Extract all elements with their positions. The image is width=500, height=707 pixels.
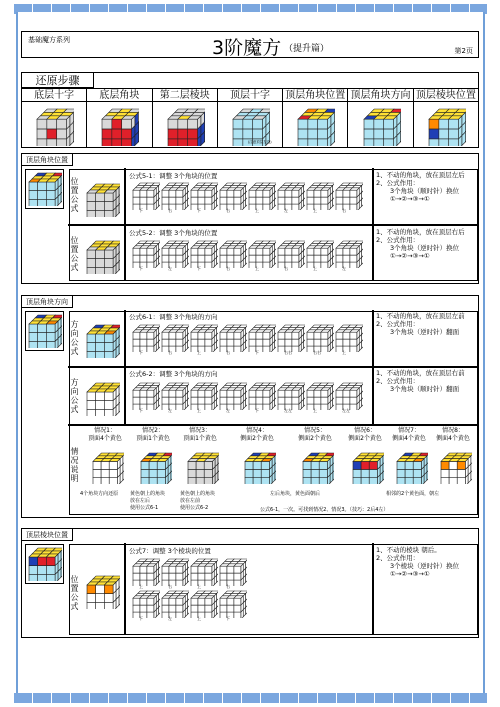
case-name: 情况7： [398, 427, 420, 434]
move-step [159, 322, 187, 356]
cube-icon [185, 450, 219, 488]
step-column [153, 88, 218, 147]
case-note: 黄色朝上的角块 放在左前 使用公式6-2 [180, 491, 216, 511]
desc-line: 1、不动的棱块 朝后。 [376, 546, 441, 554]
page-number: 第2页 [454, 47, 473, 55]
case-name: 情况8： [442, 427, 464, 434]
formula-5-2: 公式5-2：调整 3个角块的位置 [129, 229, 218, 237]
state-cube [84, 322, 120, 362]
move-step [130, 588, 158, 622]
page-subtitle: （提升篇） [284, 44, 330, 54]
case-label [234, 427, 280, 442]
move-step [275, 238, 303, 272]
move-label: 上 [197, 408, 201, 413]
formula-vlabel [70, 236, 79, 272]
formula-6-1: 公式6-1：调整 3个角块的方向 [129, 313, 218, 321]
move-label: 下 [139, 208, 143, 213]
state-cube [84, 181, 120, 221]
move-step [159, 380, 187, 414]
cube-icon [159, 556, 189, 590]
move-label: 右 [226, 266, 230, 271]
case-label [82, 427, 128, 442]
step-column [218, 88, 283, 147]
move-step [304, 238, 332, 272]
move-label: 右 [226, 208, 230, 213]
cube-icon [242, 450, 276, 488]
desc-line: 3个角块（顺时针）翻面 [390, 385, 460, 393]
desc-5-1 [376, 171, 465, 203]
move-step [188, 588, 216, 622]
case-label [177, 427, 223, 442]
move-label: 上 [313, 208, 317, 213]
desc-line: 2、公式作用： [376, 377, 420, 385]
divider [124, 543, 126, 634]
cube-icon [246, 238, 276, 272]
formula-vlabel [70, 575, 79, 611]
cube-icon [304, 380, 334, 414]
cube-icon [165, 106, 205, 150]
cube-icon [295, 106, 335, 150]
cube-icon [26, 545, 62, 585]
cube-icon [26, 312, 62, 352]
move-step [246, 238, 274, 272]
move-label: 下 [197, 208, 201, 213]
divider [68, 424, 478, 426]
move-step [188, 380, 216, 414]
case-name: 情况6： [354, 427, 376, 434]
cube-icon [159, 380, 189, 414]
cube-icon [246, 322, 276, 356]
page-title: 3阶魔方 [212, 37, 282, 59]
case-name: 情况1： [94, 427, 116, 434]
move-step [159, 238, 187, 272]
cube-icon [350, 450, 384, 488]
cube-icon [217, 588, 247, 622]
divider [372, 543, 374, 634]
desc-line: 3个棱块（逆时针）换位 [390, 562, 460, 570]
section-tag: 顶层角块方向 [22, 296, 73, 308]
move-label: 下 [255, 350, 259, 355]
desc-line: ①→②→③→① [390, 195, 430, 203]
cube-icon [130, 322, 160, 356]
move-step [275, 380, 303, 414]
cube-icon [84, 238, 120, 278]
formula-6-2: 公式6-2：调整 3个角块的方向 [129, 370, 218, 378]
cube-icon [188, 380, 218, 414]
move-label: 右 [284, 266, 288, 271]
step-label: 第二层棱块 [153, 88, 217, 102]
cube-icon [333, 180, 363, 214]
cube-icon [138, 450, 172, 488]
move-step [130, 238, 158, 272]
move-step [217, 556, 245, 590]
move-step [217, 380, 245, 414]
section-cube-box [25, 169, 64, 209]
cube-icon [188, 238, 218, 272]
desc-line: ①→②→③→① [390, 570, 430, 578]
case-desc: 顶面4个黄色 [88, 434, 122, 442]
cube-icon [275, 180, 305, 214]
case-label [342, 427, 388, 442]
move-label: 左 [284, 208, 288, 213]
move-label: 右 [168, 208, 172, 213]
cube-icon [217, 180, 247, 214]
cube-icon [217, 556, 247, 590]
case-name: 情况5： [304, 427, 326, 434]
step-label: 顶层棱块位置 [414, 88, 478, 102]
section-cube-box [25, 544, 64, 584]
desc-line: 2、公式作用： [376, 554, 420, 562]
cube-icon [246, 380, 276, 414]
step-column [414, 88, 478, 147]
step-column [22, 88, 87, 147]
case-note: 4个角块方向还原 [80, 491, 119, 497]
case-desc: 侧面4个黄色 [392, 434, 426, 442]
cube-icon [130, 380, 160, 414]
move-step [130, 556, 158, 590]
cube-icon [99, 106, 139, 150]
step-note: (注意顶层左边) [247, 140, 272, 144]
cube-icon [217, 322, 247, 356]
move-step [188, 556, 216, 590]
desc-7 [376, 546, 459, 578]
divider [68, 366, 478, 368]
case-note: 相邻的2个黄色面，朝左 [386, 491, 440, 497]
desc-5-2 [376, 228, 465, 260]
move-label: 上 [342, 350, 346, 355]
move-step [159, 180, 187, 214]
step-column [283, 88, 348, 147]
cube-icon [90, 450, 124, 488]
state-cube [84, 573, 120, 613]
move-step [188, 238, 216, 272]
steps-columns [22, 88, 478, 147]
desc-line: 1、不动的角块，放在顶层左后 [376, 171, 465, 179]
steps-heading: 还原步骤 [22, 73, 94, 88]
move-label: 左左 [284, 408, 292, 413]
case-label [430, 427, 476, 442]
move-label: 下 [139, 266, 143, 271]
desc-line: 1、不动的角块，放在顶层右前 [376, 369, 465, 377]
move-label: 上 [197, 350, 201, 355]
desc-line: 1、不动的角块，放在顶层右后 [376, 228, 465, 236]
cube-icon [333, 322, 363, 356]
state-cube [84, 380, 120, 420]
step-label: 顶层角块位置 [283, 88, 347, 102]
move-label: 右右 [313, 350, 321, 355]
move-step [217, 238, 245, 272]
case-desc: 顶面1个黄色 [183, 434, 217, 442]
move-step [275, 180, 303, 214]
move-label: 下 [226, 616, 230, 621]
move-step [333, 180, 361, 214]
vlabel-text: 方向公式 [70, 320, 79, 356]
move-step [217, 322, 245, 356]
move-label: 右 [342, 208, 346, 213]
move-step [304, 180, 332, 214]
cube-icon [217, 380, 247, 414]
move-step [159, 588, 187, 622]
cube-icon [34, 106, 74, 150]
formula-7: 公式7：调整 3个棱块的位置 [129, 547, 211, 555]
case-desc: 侧面2个黄色 [348, 434, 382, 442]
state-cube [84, 238, 120, 278]
move-step [188, 180, 216, 214]
cube-icon [361, 106, 401, 150]
move-step [217, 180, 245, 214]
cube-icon [188, 556, 218, 590]
case-label [386, 427, 432, 442]
cube-icon [159, 180, 189, 214]
move-step [130, 380, 158, 414]
move-label: 左左 [342, 408, 350, 413]
vlabel-text: 位置公式 [70, 236, 79, 272]
move-label: 上 [139, 584, 143, 589]
step-column [87, 88, 152, 147]
section-cube-box [25, 311, 64, 351]
cube-icon [426, 106, 466, 150]
cube-icon [333, 238, 363, 272]
desc-6-2 [376, 369, 465, 393]
case-label [130, 427, 176, 442]
vlabel-text: 位置公式 [70, 575, 79, 611]
move-step [188, 322, 216, 356]
cube-icon [394, 450, 428, 488]
cube-icon [130, 556, 160, 590]
case-note: 黄色朝上的角块 放在左后 使用公式6-1 [130, 491, 166, 511]
move-step [333, 238, 361, 272]
cube-icon [84, 322, 120, 362]
move-step [130, 180, 158, 214]
cube-icon [275, 238, 305, 272]
cube-icon [188, 588, 218, 622]
cube-icon [130, 238, 160, 272]
formula-5-1: 公式5-1：调整 3个角块的位置 [129, 172, 218, 180]
move-label: 上 [197, 584, 201, 589]
cube-icon [26, 170, 62, 210]
bottom-decor-band [14, 693, 487, 703]
move-step [333, 322, 361, 356]
desc-6-1 [376, 312, 465, 336]
move-label: 上 [255, 266, 259, 271]
move-label: 上 [197, 616, 201, 621]
cube-icon [159, 588, 189, 622]
move-label: 右右 [284, 350, 292, 355]
cube-icon [304, 238, 334, 272]
cube-icon [300, 450, 334, 488]
case-desc: 侧面2个黄色 [240, 434, 274, 442]
divider [68, 168, 478, 169]
desc-line: 3个角块（逆时针）换位 [390, 244, 460, 252]
vlabel-text: 位置公式 [70, 177, 79, 213]
move-step [246, 380, 274, 414]
move-step [217, 588, 245, 622]
desc-line: 1、不动的角块，放在顶层左前 [376, 312, 465, 320]
case-bottom-note: 公式6-1，一次。可找到情况2、情况3。（技巧：2后4左） [260, 507, 389, 513]
move-label: 上 [313, 408, 317, 413]
step-label: 顶层十字 [218, 88, 282, 102]
desc-line: 3个角块（顺时针）换位 [390, 187, 460, 195]
divider [68, 224, 478, 226]
cube-icon [188, 180, 218, 214]
steps-table [21, 72, 479, 148]
page-header [21, 31, 479, 58]
formula-vlabel [70, 378, 79, 414]
move-step [304, 380, 332, 414]
cube-icon [130, 588, 160, 622]
desc-line: 3个角块（逆时针）翻面 [390, 328, 460, 336]
case-name: 情况4： [246, 427, 268, 434]
case-note: 左后角块，黄色面朝后 [270, 491, 321, 497]
move-label: 下 [197, 266, 201, 271]
cube-icon [304, 180, 334, 214]
move-label: 左 [168, 408, 172, 413]
desc-line: 2、公式作用： [376, 236, 420, 244]
cube-icon [246, 180, 276, 214]
step-label: 底层角块 [87, 88, 151, 102]
move-label: 左 [168, 616, 172, 621]
move-label: 下 [139, 350, 143, 355]
vlabel-text: 方向公式 [70, 378, 79, 414]
move-label: 右 [226, 584, 230, 589]
desc-line: ①→②→③→① [390, 252, 430, 260]
section-tag: 顶层角块位置 [22, 154, 73, 166]
move-label: 右 [168, 584, 172, 589]
move-label: 左 [342, 266, 346, 271]
formula-vlabel [70, 320, 79, 356]
cube-icon [159, 322, 189, 356]
move-step [275, 322, 303, 356]
desc-line: 2、公式作用： [376, 179, 420, 187]
move-label: 左 [226, 408, 230, 413]
desc-line: 2、公式作用： [376, 320, 420, 328]
case-desc: 侧面2个黄色 [298, 434, 332, 442]
cube-icon [438, 450, 472, 488]
move-step [246, 180, 274, 214]
cube-icon [130, 180, 160, 214]
vlabel-text: 情况说明 [70, 447, 79, 483]
formula-vlabel [70, 177, 79, 213]
cube-icon [188, 322, 218, 356]
case-desc: 顶面1个黄色 [136, 434, 170, 442]
step-column [348, 88, 413, 147]
move-step [304, 322, 332, 356]
move-step [159, 556, 187, 590]
case-desc: 侧面4个黄色 [436, 434, 470, 442]
move-label: 下 [139, 408, 143, 413]
series-label: 基础魔方系列 [28, 36, 70, 44]
case-label [292, 427, 338, 442]
cube-icon [84, 573, 120, 613]
move-label: 下 [139, 616, 143, 621]
cube-icon [84, 380, 120, 420]
move-label: 左 [168, 266, 172, 271]
step-label: 顶层角块方向 [348, 88, 412, 102]
cube-icon [159, 238, 189, 272]
cases-vlabel [70, 447, 79, 483]
move-label: 右 [168, 350, 172, 355]
move-step [333, 380, 361, 414]
section-tag: 顶层棱块位置 [22, 529, 73, 541]
cube-icon [217, 238, 247, 272]
case-name: 情况2： [142, 427, 164, 434]
move-label: 上 [255, 208, 259, 213]
move-label: 下 [255, 408, 259, 413]
cube-icon [84, 181, 120, 221]
move-label: 上 [313, 266, 317, 271]
case-name: 情况3： [189, 427, 211, 434]
step-label: 底层十字 [22, 88, 86, 102]
move-step [246, 322, 274, 356]
move-label: 右 [226, 350, 230, 355]
move-step [130, 322, 158, 356]
